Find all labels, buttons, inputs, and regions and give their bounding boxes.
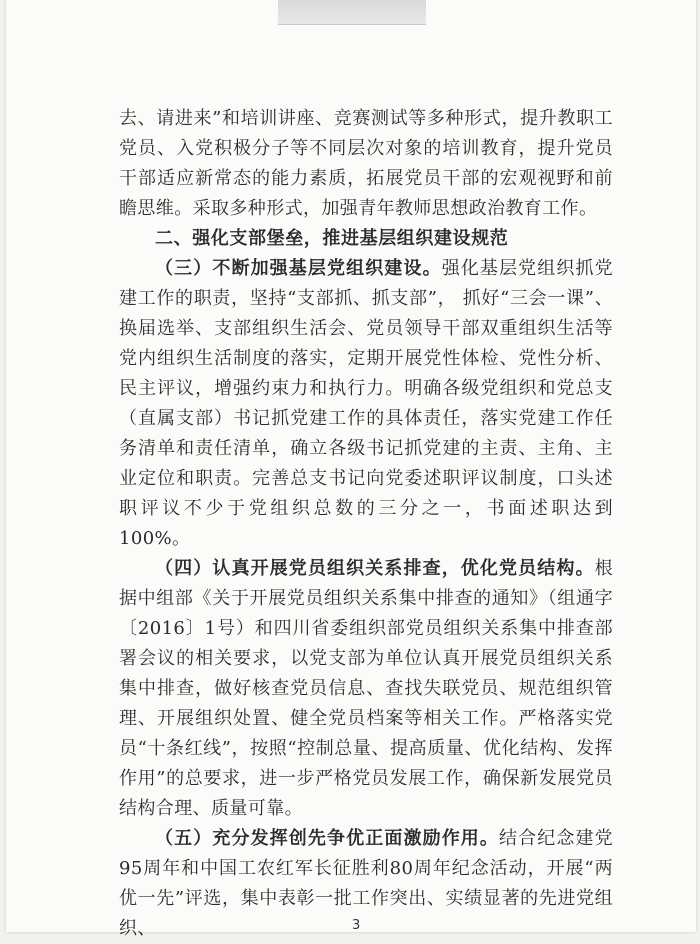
item-5-paragraph (119, 824, 613, 944)
document-body (119, 104, 613, 944)
item-3-lead: （三）不断加强基层党组织建设。 (155, 258, 442, 279)
item-4-body: 根据中组部《关于开展党员组织关系集中排查的通知》（组通字〔2016〕1号）和四川省委组织部党员组织关系集中排查部署会议的相关要求，以党支部为单位认真开展党员组织关系集中排查，做好核查党员信息、查找失联党员、规范组织管理、开展组织处置、健全党员档案等相关工作。严格落实党员“十条红线”，按照“控制总量、提高质量、优化结构、发挥作用”的总要求，进一步严格党员发展工作，确保新发展党员结构合理、质量可靠。 (119, 558, 613, 819)
item-3-paragraph (119, 254, 613, 554)
continued-paragraph: 去、请进来”和培训讲座、竞赛测试等多种形式，提升教职工党员、入党积极分子等不同层次对象的培训教育，提升党员干部适应新常态的能力素质，拓展党员干部的宏观视野和前瞻思维。采取多种形式，加强青年教师思想政治教育工作。 (119, 108, 613, 219)
document-page (6, 0, 696, 939)
item-3-body: 强化基层党组织抓党建工作的职责，坚持“支部抓、抓支部”， 抓好“三会一课”、换届选举、支部组织生活会、党员领导干部双重组织生活等党内组织生活制度的落实，定期开展党性体检、党性分析、民主评议，增强约束力和执行力。明确各级党组织和党总支（直属支部）书记抓党建工作的具体责任，落实党建工作任务清单和责任清单，确立各级书记抓党建的主责、主角、主业定位和职责。完善总支书记向党委述职评议制度，口头述职评议不少于党组织总数的三分之一，书面述职达到100%。 (119, 258, 614, 549)
item-5-lead: （五）充分发挥创先争优正面激励作用。 (155, 828, 500, 849)
page-number: 3 (352, 918, 361, 933)
section-heading: 二、强化支部堡垒，推进基层组织建设规范 (155, 228, 509, 249)
item-4-paragraph (119, 554, 613, 824)
binding-tab (278, 0, 426, 25)
item-5-body: 结合纪念建党95周年和中国工农红军长征胜利80周年纪念活动，开展“两优一先”评选，集中表彰一批工作突出、实绩显著的先进党组织、 (119, 828, 613, 939)
item-4-lead: （四）认真开展党员组织关系排查，优化党员结构。 (155, 558, 595, 579)
